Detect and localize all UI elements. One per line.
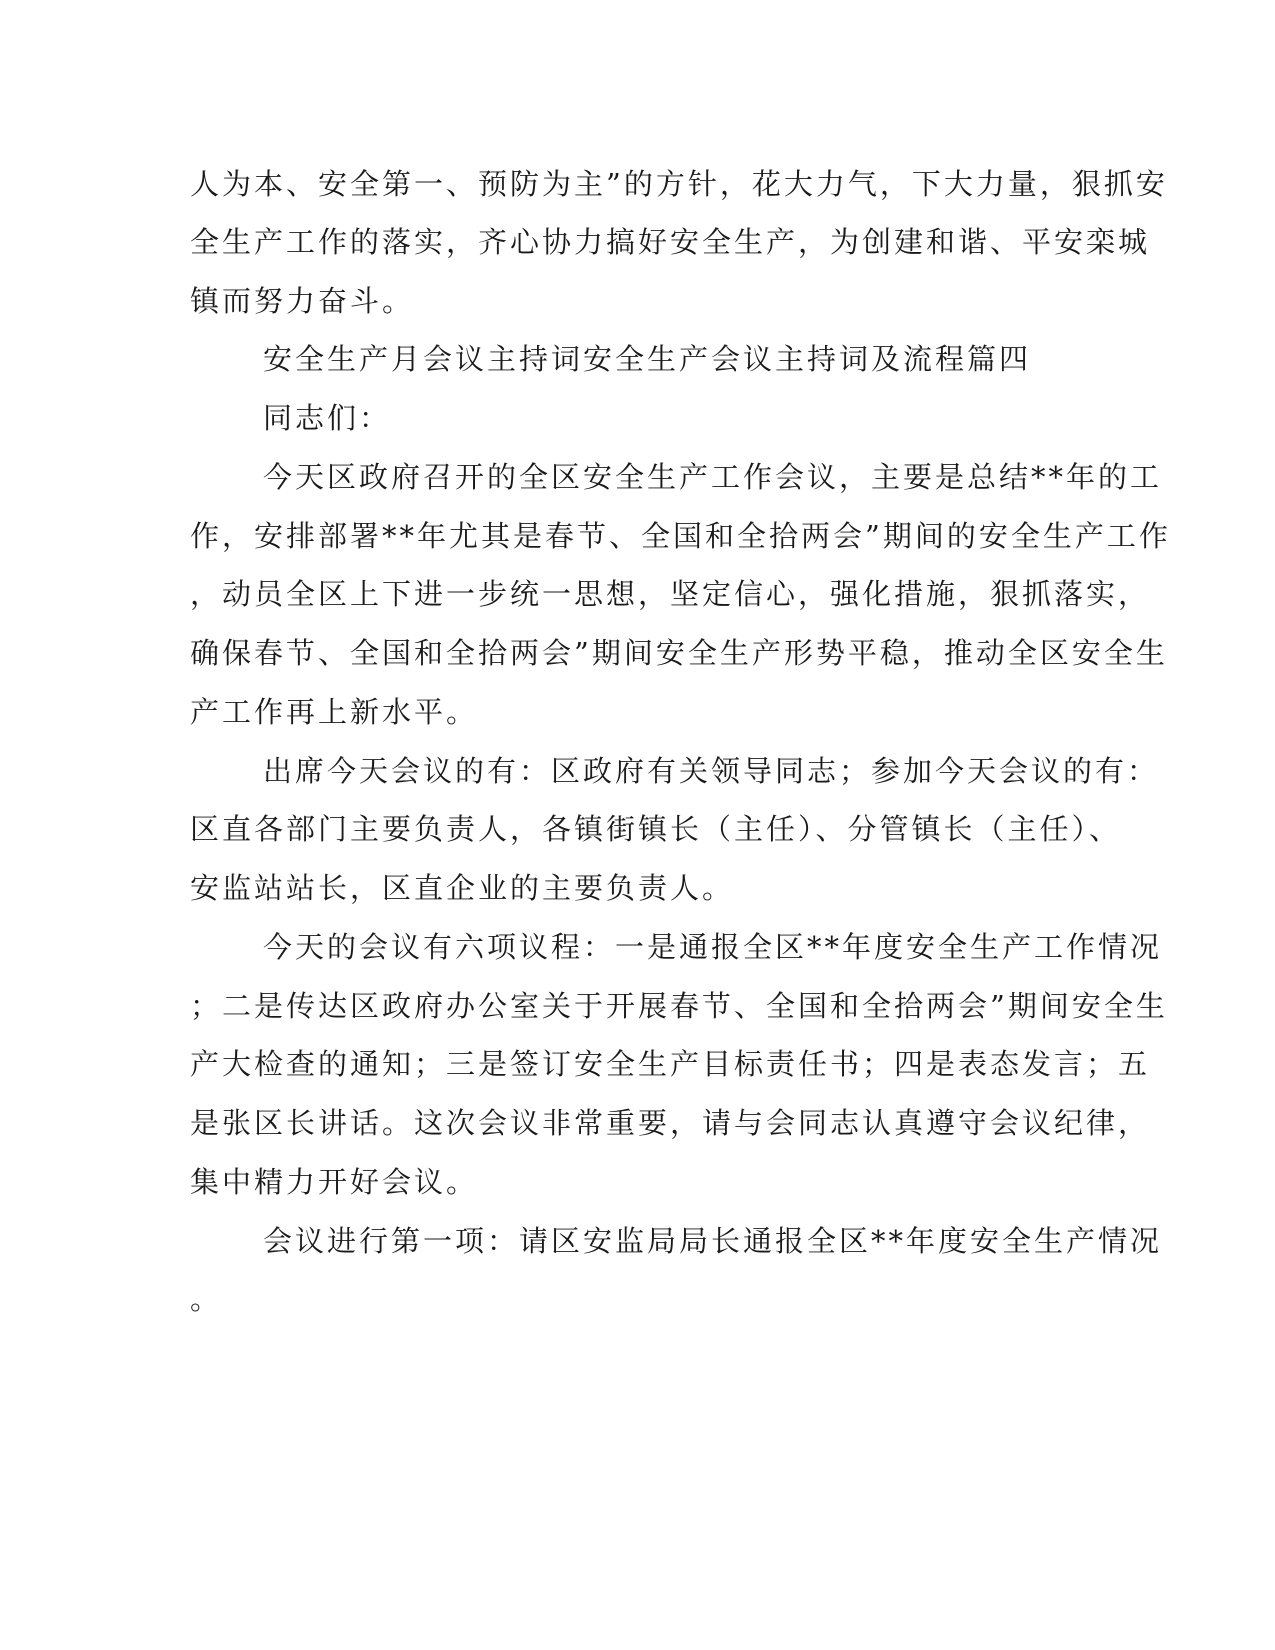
text-line: 安监站站长，区直企业的主要负责人。 (190, 871, 735, 905)
text-line: 今天区政府召开的全区安全生产工作会议，主要是总结**年的工 (263, 460, 1163, 494)
text-line: 产大检查的通知；三是签订安全生产目标责任书；四是表态发言；五 (190, 1047, 1151, 1081)
text-line: 产工作再上新水平。 (190, 695, 479, 729)
text-line: 全生产工作的落实，齐心协力搞好安全生产，为创建和谐、平安栾城 (190, 225, 1151, 259)
text-line: 镇而努力奋斗。 (190, 284, 415, 318)
text-line: ，动员全区上下进一步统一思想，坚定信心，强化措施，狠抓落实， (190, 577, 1151, 611)
text-line: 出席今天会议的有：区政府有关领导同志；参加今天会议的有： (263, 754, 1160, 788)
text-line: 确保春节、全国和全拾两会”期间安全生产形势平稳，推动全区安全生 (190, 636, 1168, 670)
text-line: 今天的会议有六项议程：一是通报全区**年度安全生产工作情况 (263, 930, 1163, 964)
text-line: 人为本、安全第一、预防为主”的方针，花大力气，下大力量，狠抓安 (190, 167, 1168, 201)
text-line: 是张区长讲话。这次会议非常重要，请与会同志认真遵守会议纪律， (190, 1106, 1151, 1140)
text-line: ；二是传达区政府办公室关于开展春节、全国和全拾两会”期间安全生 (190, 989, 1168, 1023)
section-heading: 安全生产月会议主持词安全生产会议主持词及流程篇四 (263, 342, 1032, 376)
text-line: 区直各部门主要负责人，各镇街镇长（主任）、分管镇长（主任）、 (190, 812, 1122, 846)
text-line: 会议进行第一项：请区安监局局长通报全区**年度安全生产情况 (263, 1224, 1163, 1258)
text-line: 。 (190, 1282, 223, 1316)
salutation: 同志们： (263, 401, 392, 435)
text-line: 作，安排部署**年尤其是春节、全国和全拾两会”期间的安全生产工作 (190, 519, 1171, 553)
text-line: 集中精力开好会议。 (190, 1165, 479, 1199)
